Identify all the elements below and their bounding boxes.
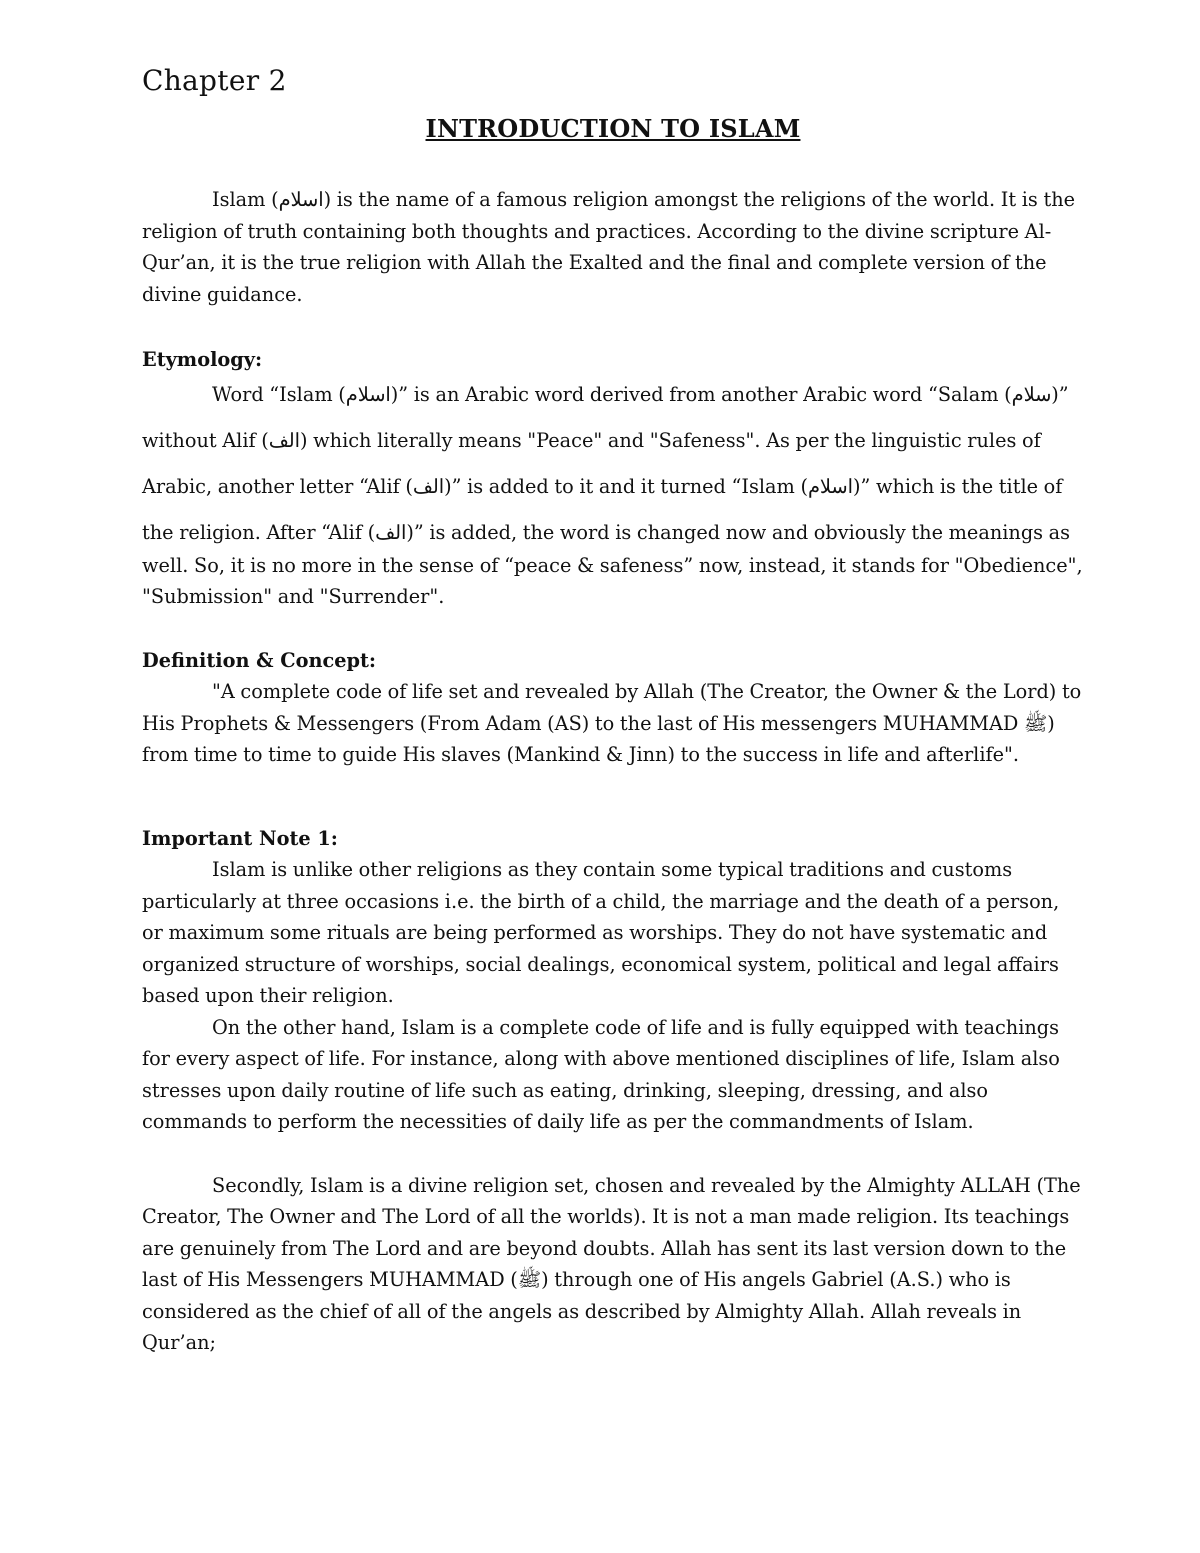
definition-paragraph: "A complete code of life set and revealed by Allah (The Creator, the Owner & the Lord) to His Prophets & Messengers (From Adam (AS) to the last of His messengers MUHAMMAD ﷺ) from time to time to guide His slaves (Mankind & Jinn) to the success in life and afterlife". [142,680,1082,766]
chapter-title: INTRODUCTION TO ISLAM [425,114,801,143]
note-paragraph-3: Secondly, Islam is a divine religion set, chosen and revealed by the Almighty ALLAH (The Creator, The Owner and The Lord of all the worlds). It is not a man made religion. Its teachings are genuinely from The Lord and are beyond doubts. Allah has sent its last version down to the last of His Messengers MUHAMMAD (ﷺ) through one of His angels Gabriel (A.S.) who is considered as the chief of all of the angels as described by Almighty Allah. Allah reveals in Qur’an; [142,1173,1081,1354]
etymology-heading: Etymology: [142,348,263,371]
etymology-paragraph: Word “Islam (اسلام)” is an Arabic word derived from another Arabic word “Salam (سلام)” without Alif (الف) which literally means "Peace" and "Safeness". As per the linguistic rules of Arabic, another letter “Alif (الف)” is added to it and it turned “Islam (اسلام)” which is the title of the religion. After “Alif (الف)” is added, the word is changed now and obviously the meanings as [142,382,1071,544]
etymology-paragraph-end: well. So, it is no more in the sense of “peace & safeness” now, instead, it stands for "Obedience", "Submission" and "Surrender". [142,553,1083,608]
note-paragraph-2: On the other hand, Islam is a complete code of life and is fully equipped with teachings for every aspect of life. For instance, along with above mentioned disciplines of life, Islam also stresses upon daily routine of life such as eating, drinking, sleeping, dressing, and also commands to perform the necessities of daily life as per the commandments of Islam. [142,1015,1060,1133]
document-page [142,62,1084,1359]
note-paragraph-1: Islam is unlike other religions as they contain some typical traditions and customs particularly at three occasions i.e. the birth of a child, the marriage and the death of a person, or maximum some rituals are being performed as worships. They do not have systematic and organized structure of worships, social dealings, economical system, political and legal affairs based upon their religion. [142,858,1060,1007]
definition-heading: Definition & Concept: [142,648,377,672]
important-note-heading: Important Note 1: [142,826,338,850]
intro-paragraph: Islam (اسلام) is the name of a famous religion amongst the religions of the world. It is the religion of truth containing both thoughts and practices. According to the divine scripture Al-Qur’an, it is the true religion with Allah the Exalted and the final and complete version of the divine guidance. [142,188,1076,306]
chapter-label: Chapter 2 [142,64,287,97]
